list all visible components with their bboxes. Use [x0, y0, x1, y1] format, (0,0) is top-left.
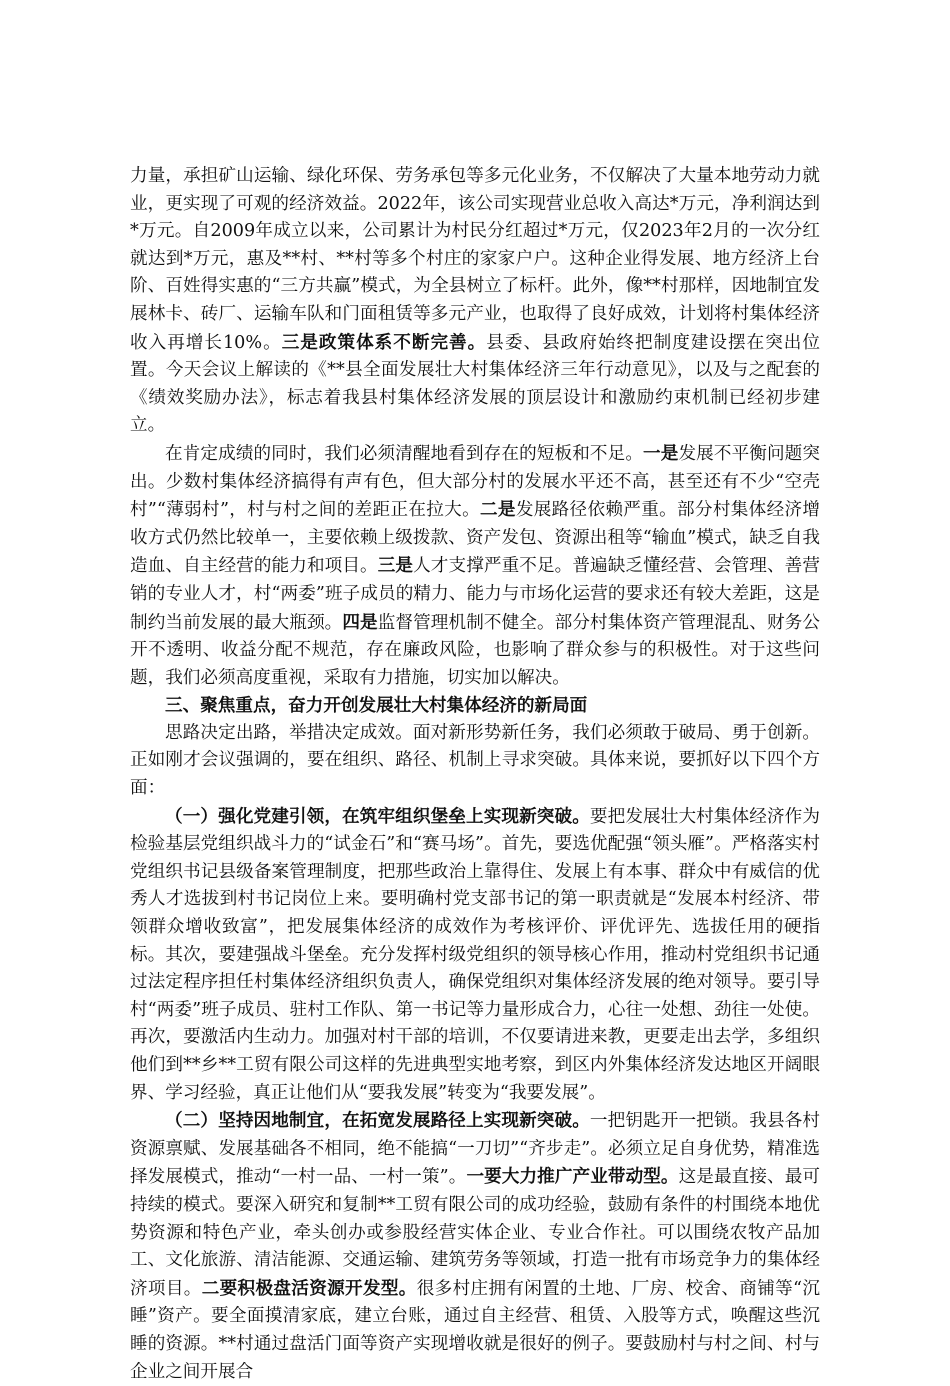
paragraph-text: 在肯定成绩的同时，我们必须清醒地看到存在的短板和不足。 [165, 443, 644, 464]
paragraph-shortcomings [130, 440, 820, 692]
paragraph-text: 思路决定出路，举措决定成效。面对新形势新任务，我们必须敢于破局、勇于创新。正如刚才会议强调的，要在组织、路径、机制上寻求突破。具体来说，要抓好以下四个方面： [130, 722, 820, 799]
paragraph-text: 发展不平衡问题突出。少数村集体经济搞得有声有色，但大部分村的发展水平还不高，甚至还有不少“空壳村”“薄弱村”，村与村之间的差距正在拉大。 [130, 443, 820, 521]
paragraph-point-one [130, 803, 820, 1108]
section-heading: 三、聚焦重点，奋力开创发展壮大村集体经济的新局面 [165, 695, 588, 717]
bold-phrase: 二是 [480, 499, 516, 521]
paragraph-achievements [130, 163, 820, 440]
bold-phrase: 四是 [342, 611, 378, 633]
paragraph-intro [130, 720, 820, 803]
paragraph-text: 一把钥匙开一把锁。我县各村资源禀赋、发展基础各不相同，绝不能搞“一刀切”“齐步走”。必须立足自身优势，精准选择发展模式，推动“一村一品、一村一策”。 [130, 1111, 820, 1188]
paragraph-text: 这是最直接、最可持续的模式。要深入研究和复制**工贸有限公司的成功经验，鼓励有条件的村围绕本地优势资源和特色产业，牵头创办或参股经营实体企业、专业合作社。可以围绕农牧产品加工、文化旅游、清洁能源、交通运输、建筑劳务等领域，打造一批有市场竞争力的集体经济项目。 [130, 1167, 820, 1299]
bold-phrase: 一是 [643, 442, 679, 464]
paragraph-text: 人才支撑严重不足。普遍缺乏懂经营、会管理、善营销的专业人才，村“两委”班子成员的精力、能力与市场化运营的要求还有较大差距，这是制约当前发展的最大瓶颈。 [130, 556, 820, 633]
bold-phrase: 一要大力推广产业带动型。 [466, 1166, 679, 1188]
subheading-bold: （一）强化党建引领，在筑牢组织堡垒上实现新突破。 [165, 805, 590, 827]
subheading-bold: （二）坚持因地制宜，在拓宽发展路径上实现新突破。 [165, 1110, 590, 1132]
paragraph-point-two [130, 1107, 820, 1386]
paragraph-text: 监督管理机制不健全。部分村集体资产管理混乱、财务公开不透明、收益分配不规范，存在廉政风险，也影响了群众参与的积极性。对于这些问题，我们必须高度重视，采取有力措施，切实加以解决。 [130, 612, 820, 688]
bold-phrase: 三是政策体系不断完善。 [281, 331, 487, 353]
paragraph-text: 县委、县政府始终把制度建设摆在突出位置。今天会议上解读的《**县全面发展壮大村集体经济三年行动意见》，以及与之配套的《绩效奖励办法》，标志着我县村集体经济发展的顶层设计和激励约束机制已经初步建立。 [130, 332, 820, 436]
paragraph-text: 要把发展壮大村集体经济作为检验基层党组织战斗力的“试金石”和“赛马场”。首先，要选优配强“领头雁”。严格落实村党组织书记县级备案管理制度，把那些政治上靠得住、发展上有本事、群众中有威信的优秀人才选拔到村书记岗位上来。要明确村党支部书记的第一职责就是“发展本村经济、带领群众增收致富”，把发展集体经济的成效作为考核评价、评优评先、选拔任用的硬指标。其次，要建强战斗堡垒。充分发挥村级党组织的领导核心作用，推动村党组织书记通过法定程序担任村集体经济组织负责人，确保党组织对集体经济发展的绝对领导。要引导村“两委”班子成员、驻村工作队、第一书记等力量形成合力，心往一处想、劲往一处使。再次，要激活内生动力。加强对村干部的培训，不仅要请进来教，更要走出去学，多组织他们到**乡**工贸有限公司这样的先进典型实地考察，到区内外集体经济发达地区开阔眼界、学习经验，真正让他们从“要我发展”转变为“我要发展”。 [130, 806, 820, 1103]
paragraph-text: 很多村庄拥有闲置的土地、厂房、校舍、商铺等“沉睡”资产。要全面摸清家底，建立台账，通过自主经营、租赁、入股等方式，唤醒这些沉睡的资源。**村通过盘活门面等资产实现增收就是很好的例子。要鼓励村与村之间、村与企业之间开展合 [130, 1278, 820, 1382]
bold-phrase: 三是 [377, 555, 414, 577]
paragraph-text: 发展路径依赖严重。部分村集体经济增收方式仍然比较单一，主要依赖上级拨款、资产发包、资源出租等“输血”模式，缺乏自我造血、自主经营的能力和项目。 [130, 500, 820, 577]
bold-phrase: 二要积极盘活资源开发型。 [201, 1277, 417, 1299]
paragraph-text: 力量，承担矿山运输、绿化环保、劳务承包等多元化业务，不仅解决了大量本地劳动力就业，更实现了可观的经济效益。2022年，该公司实现营业总收入高达*万元，净利润达到*万元。自2009年成立以来，公司累计为村民分红超过*万元，仅2023年2月的一次分红就达到*万元，惠及**村、**村等多个村庄的家家户户。这种企业得发展、地方经济上台阶、百姓得实惠的“三方共赢”模式，为全县树立了标杆。此外，像**村那样，因地制宜发展林卡、砖厂、运输车队和门面租赁等多元产业，也取得了良好成效，计划将村集体经济收入再增长10%。 [130, 166, 820, 353]
document-body [130, 163, 820, 1386]
